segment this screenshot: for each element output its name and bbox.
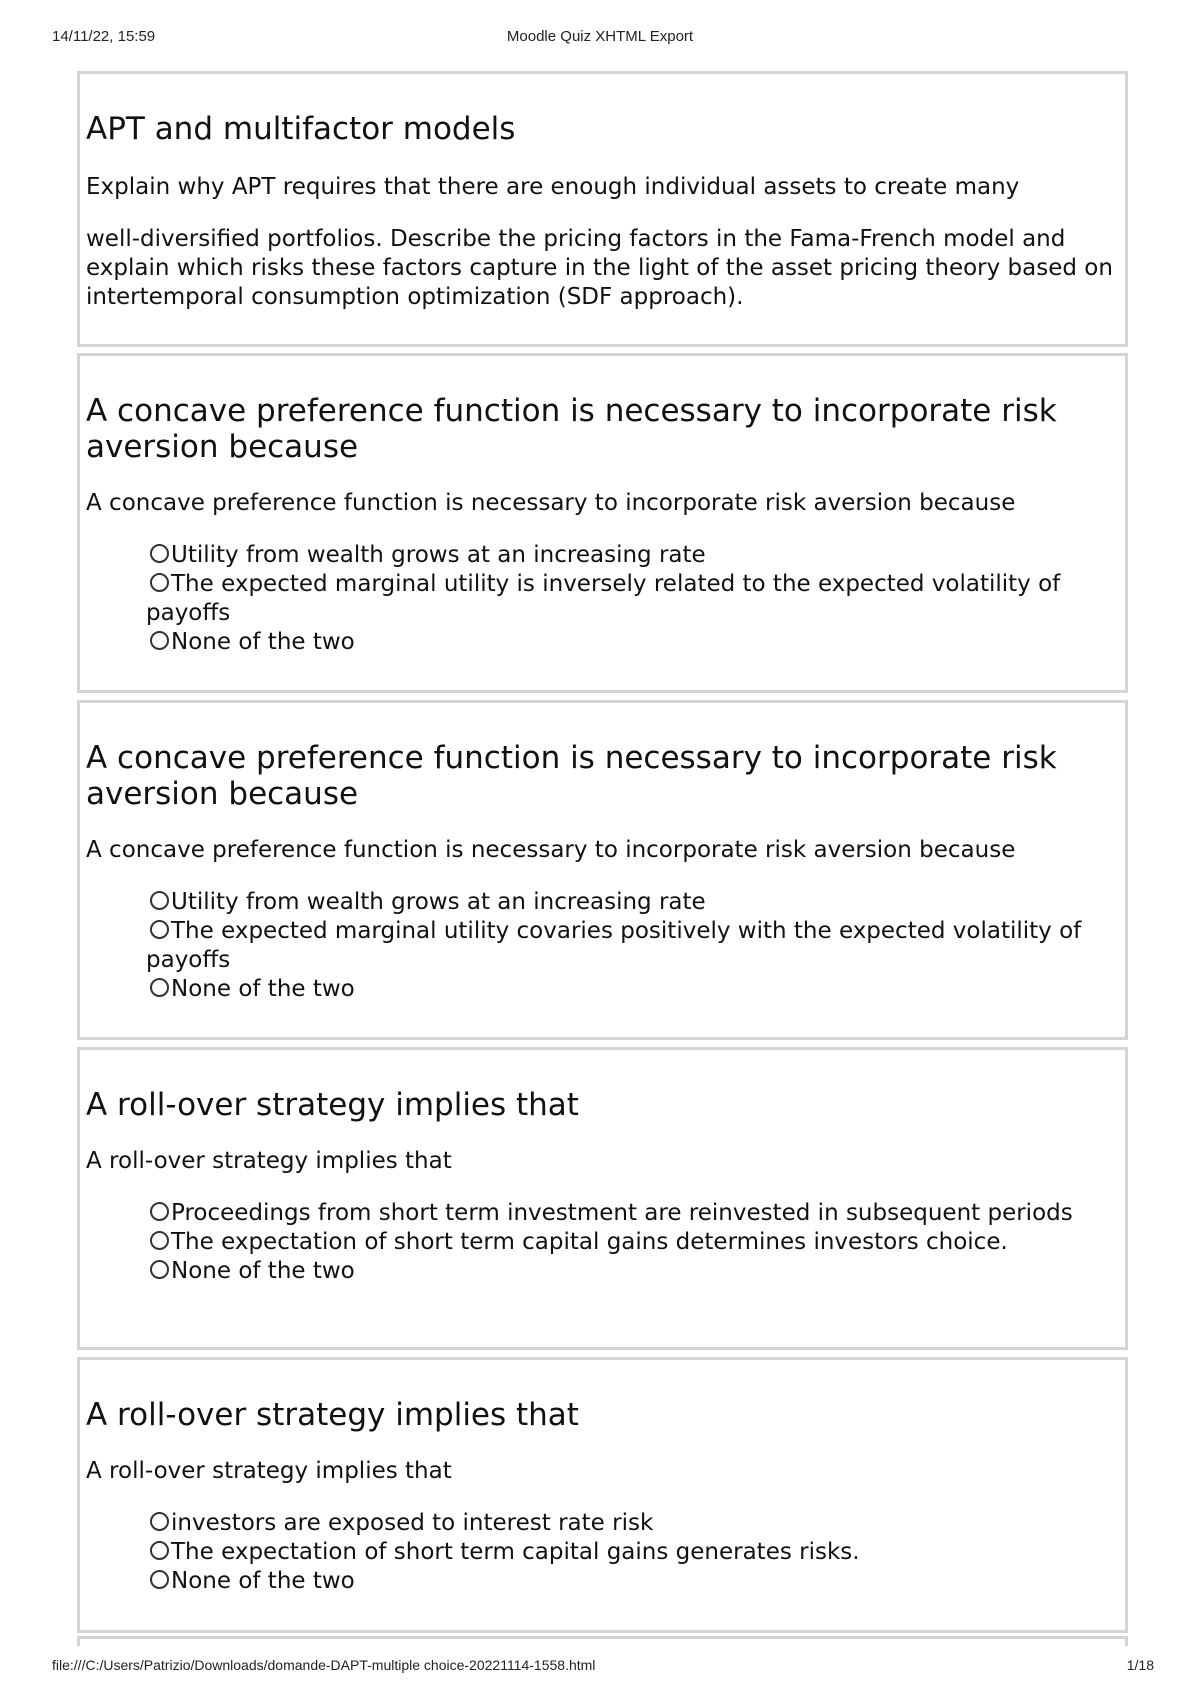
answer-option[interactable] [146, 1257, 1117, 1286]
question-1 [77, 71, 1128, 347]
radio-button-icon[interactable] [150, 1541, 169, 1560]
question-2 [77, 353, 1128, 693]
radio-button-icon[interactable] [150, 1512, 169, 1531]
question-text: A concave preference function is necessary to incorporate risk aversion because [86, 837, 1016, 863]
answer-label: Utility from wealth grows at an increasing rate [171, 889, 706, 915]
answer-option[interactable] [146, 541, 1117, 570]
answer-option[interactable] [146, 1228, 1117, 1257]
question-title: A roll-over strategy implies that [86, 1397, 579, 1433]
answer-label: investors are exposed to interest rate risk [171, 1510, 654, 1536]
question-title: A roll-over strategy implies that [86, 1087, 579, 1123]
radio-button-icon[interactable] [150, 891, 169, 910]
question-4 [77, 1047, 1128, 1350]
question-text-line-1: Explain why APT requires that there are enough individual assets to create many [86, 174, 1020, 200]
answer-options [86, 1199, 1117, 1286]
question-title: A concave preference function is necessary to incorporate risk aversion because [86, 393, 1057, 465]
answer-option[interactable] [146, 1199, 1117, 1228]
question-title: A concave preference function is necessary to incorporate risk aversion because [86, 740, 1057, 812]
radio-button-icon[interactable] [150, 631, 169, 650]
radio-button-icon[interactable] [150, 1202, 169, 1221]
radio-button-icon[interactable] [150, 544, 169, 563]
answer-label: None of the two [171, 976, 355, 1002]
radio-button-icon[interactable] [150, 1570, 169, 1589]
answer-option[interactable] [146, 570, 1117, 628]
answer-label: Utility from wealth grows at an increasing rate [171, 542, 706, 568]
print-timestamp: 14/11/22, 15:59 [52, 28, 156, 45]
radio-button-icon[interactable] [150, 920, 169, 939]
next-question-box-edge [77, 1636, 1128, 1646]
page-number: 1/18 [1126, 1657, 1154, 1673]
answer-option[interactable] [146, 1509, 1117, 1538]
question-text: A concave preference function is necessary to incorporate risk aversion because [86, 490, 1016, 516]
answer-label: The expectation of short term capital gains determines investors choice. [171, 1229, 1008, 1255]
question-text: A roll-over strategy implies that [86, 1458, 452, 1484]
answer-option[interactable] [146, 975, 1117, 1004]
answer-label: The expected marginal utility covaries positively with the expected volatility of payoffs [146, 918, 1082, 973]
answer-label: The expectation of short term capital gains generates risks. [171, 1539, 860, 1565]
radio-button-icon[interactable] [150, 1260, 169, 1279]
answer-option[interactable] [146, 917, 1117, 975]
answer-label: None of the two [171, 629, 355, 655]
answer-label: None of the two [171, 1258, 355, 1284]
answer-options [86, 888, 1117, 1004]
answer-option[interactable] [146, 628, 1117, 657]
answer-options [86, 1509, 1117, 1596]
question-text: A roll-over strategy implies that [86, 1148, 452, 1174]
file-url: file:///C:/Users/Patrizio/Downloads/domande-DAPT-multiple choice-20221114-1558.html [52, 1657, 596, 1673]
answer-label: The expected marginal utility is inversely related to the expected volatility of payoffs [146, 571, 1061, 626]
print-footer [0, 1657, 1200, 1677]
question-title: APT and multifactor models [86, 111, 516, 147]
answer-option[interactable] [146, 1567, 1117, 1596]
radio-button-icon[interactable] [150, 573, 169, 592]
radio-button-icon[interactable] [150, 978, 169, 997]
question-5 [77, 1357, 1128, 1633]
answer-label: None of the two [171, 1568, 355, 1594]
print-header [0, 28, 1200, 48]
answer-option[interactable] [146, 888, 1117, 917]
document-title: Moodle Quiz XHTML Export [506, 28, 694, 45]
answer-option[interactable] [146, 1538, 1117, 1567]
answer-options [86, 541, 1117, 657]
radio-button-icon[interactable] [150, 1231, 169, 1250]
question-3 [77, 700, 1128, 1040]
answer-label: Proceedings from short term investment are reinvested in subsequent periods [171, 1200, 1073, 1226]
question-text-line-2: well-diversified portfolios. Describe the pricing factors in the Fama-French model and explain which risks these factors capture in the light of the asset pricing theory based on intertemporal consumption optimization (SDF approach). [86, 226, 1113, 310]
